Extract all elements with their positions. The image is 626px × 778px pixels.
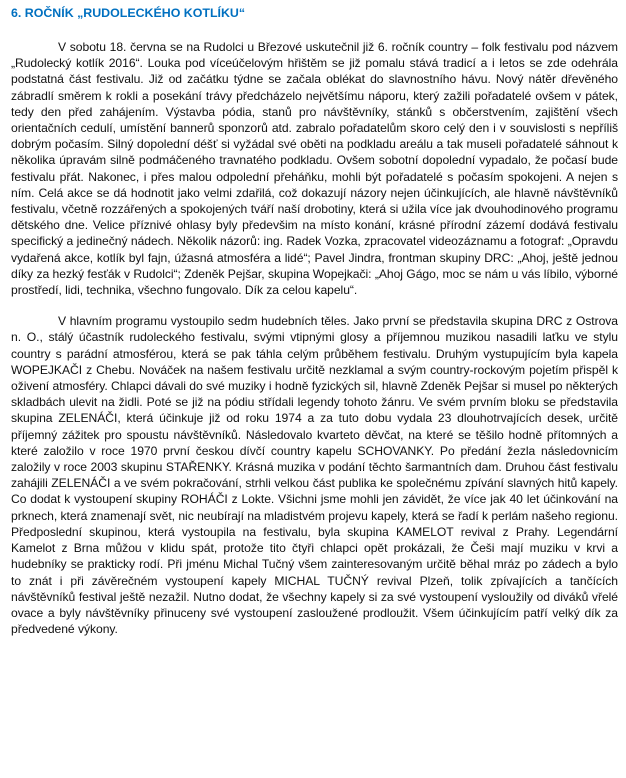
article-paragraph-main-program: V hlavním programu vystoupilo sedm hudebních těles. Jako první se představila skupina DRC z Ostrova n. O., stálý účastník rudoleckého festivalu, svými vtipnými glosy a příjemnou muzikou nasadili laťku ve stylu country s parádní atmosférou, která se pak táhla celým průběhem festivalu. Druhým vystupujícím byla kapela WOPEJKAČI z Chebu. Nováček na našem festivalu určitě nezklamal a svým country-rockovým pojetím přispěl k oživení atmosféry. Chlapci dávali do své muziky i hodně fyzických sil, hlavně Zdeněk Pejšar si musel po některých skladbách ulevit na židli. Poté se již na pódiu střídali legendy tohoto žánru. Ve svém prvním bloku se představila skupina ZELENÁČI, která účinkuje již od roku 1974 a za tuto dobu vydala 23 dlouhotrvajících desek, určitě příjemný zážitek pro spoustu návštěvníků. Následovalo kvarteto děvčat, na které se těšilo hodně přítomných a které založilo v roce 1970 první českou dívčí country kapelu SCHOVANKY. Po předání žezla následovnicím založily v roce 2003 skupinu STAŘENKY. Krásná muzika v podání těchto šarmantních dam. Druhou část festivalu zahájili ZELENÁČI a ve svém pokračování, strhli velkou část publika ke společnému zpívání slavných hitů kapely. Co dodat k vystoupení skupiny ROHÁČI z Lokte. Všichni jsme mohli jen závidět, že více jak 40 let účinkování na prknech, která znamenají svět, nic neubírají na mladistvém projevu kapely, která se řadí k perlám našeho regionu. Předposlední skupinou, která vystoupila na festivalu, byla skupina KAMELOT revival z Prahy. Legendární Kamelot z Brna můžou v klidu spát, protože tito čtyři chlapci opět prokázali, že Češi mají muziku v krvi a hudebníky se prakticky rodí. Při jménu Michal Tučný všem zainteresovaným určitě běhal mráz po zádech a bylo to znát i při závěrečném vystoupení kapely MICHAL TUČNÝ revival Plzeň, tolik zpívajících a tančících návštěvníků festival ještě nezažil. Nutno dodat, že všechny kapely si za své vystoupení vysloužily od diváků vřelé ovace a byly návštěvníky přinuceny své vystoupení zasloužené prodloužit. Všem účinkujícím patří velký dík za předvedené výkony.	[11, 314, 618, 637]
article-paragraph-festival-preparation: V sobotu 18. června se na Rudolci u Březové uskutečnil již 6. ročník country – folk festivalu pod názvem „Rudolecký kotlík 2016“. Louka pod víceúčelovým hřištěm se již pomalu stává tradicí a i letos se zde odehrála podstatná část festivalu. Již od začátku týdne se začala oblékat do slavnostního hávu. Nový nátěr dřevěného zábradlí směrem k rokli a posekání trávy předcházelo největšímu náporu, který zažili pořadatelé ovšem v pátek, tedy den před zahájením. Výstavba pódia, stanů pro návštěvníky, stánků s občerstvením, zajištění všech orientačních cedulí, umístění bannerů sponzorů atd. zabralo pořadatelům skoro celý den i v souvislosti s nepříliš dobrým počasím. Silný dopolední déšť si vyžádal své oběti na podkladu areálu a tak museli pořadatelé sáhnout k několika úpravám silně podmáčeného travnatého podkladu. Ovšem sobotní dopolední vypadalo, že počasí bude festivalu přát. Nakonec, i přes malou odpolední přeháňku, mohli být pořadatelé s počasím spokojeni. A nejen s ním. Celá akce se dá hodnotit jako velmi zdařilá, což dokazují názory nejen účinkujících, ale hlavně návštěvníků festivalu, včetně rozzářených a spokojených tváří naší drobotiny, která si užila více jak dvouhodinového programu dětského dne. Velice příznivé ohlasy byly předevšim na místo konání, krásné přírodní zázemí dodává festivalu specifický a jedinečný nádech. Několik názorů: ing. Radek Vozka, zpracovatel videozáznamu a fotograf: „Opravdu vydařená akce, kotlík byl fajn, úžasná atmosféra a lidé“; Pavel Jindra, frontman skupiny DRC: „Ahoj, ještě jednou díky za hezký fesťák v Rudolci“; Zdeněk Pejšar, skupina Wopejkači: „Ahoj Gágo, moc se nám u vás líbilo, výborné prostředí, lidi, technika, všechno fungovalo. Dík za celou kapelu“.	[11, 40, 618, 298]
article-heading: 6. ROČNÍK „RUDOLECKÉHO KOTLÍKU“	[11, 6, 246, 20]
